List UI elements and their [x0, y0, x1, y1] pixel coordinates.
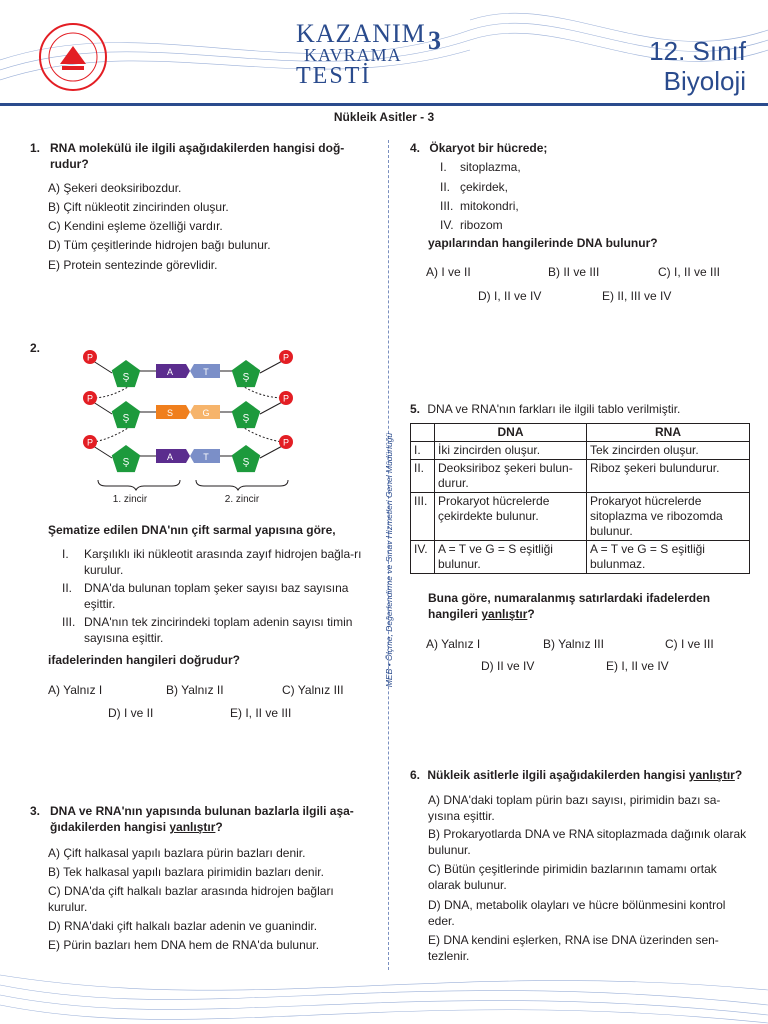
q3-option-d[interactable]: D) RNA'daki çift halkalı bazlar adenin ve guanindir.: [48, 919, 318, 933]
q4-item-3-text: mitokondri,: [460, 199, 519, 213]
q2-option-b[interactable]: B) Yalnız II: [166, 683, 224, 697]
q2-item-2-text: DNA'da bulunan toplam şeker sayısı baz sayısına eşittir.: [84, 581, 349, 611]
q5-question-underlined: yanlıştır: [481, 607, 528, 621]
header-divider: [0, 103, 768, 106]
q4-item-3: [440, 198, 519, 214]
q2-item-1: [62, 546, 372, 578]
q2-item-1-num: I.: [62, 547, 69, 561]
q4-number: 4.: [410, 141, 421, 155]
table-cell: II.: [411, 460, 435, 493]
phosphate-label: P: [86, 352, 94, 363]
chain1-label: 1. zincir: [112, 494, 148, 505]
logo-number: 3: [428, 26, 441, 55]
q1-option-c[interactable]: C) Kendini eşleme özelliği vardır.: [48, 219, 223, 233]
q2-option-e[interactable]: E) I, II ve III: [230, 706, 292, 720]
q2-question: ifadelerinden hangileri doğrudur?: [48, 653, 241, 667]
base-right-label: T: [203, 367, 209, 377]
grade-label: 12. Sınıf: [649, 36, 746, 66]
q4-option-a[interactable]: A) I ve II: [426, 265, 471, 279]
q4-item-3-num: III.: [440, 199, 454, 213]
q6-stem-end: ?: [734, 768, 743, 782]
chain1-brace: [98, 480, 180, 490]
q5-option-d[interactable]: D) II ve IV: [481, 659, 535, 673]
q4-item-1-text: sitoplazma,: [460, 160, 521, 174]
phosphate-label: P: [282, 352, 290, 363]
table-header-cell: [411, 424, 435, 442]
q5-number: 5.: [410, 402, 421, 416]
q5-question-text: Buna göre, numaralanmış satırlardaki ifadelerden hangileri: [428, 591, 711, 621]
table-cell: Prokaryot hücrelerde sitoplazma ve ribozomda bulunur.: [587, 493, 750, 541]
table-header-row: [411, 424, 750, 442]
q4-item-1: [440, 159, 521, 175]
q5-question: [428, 590, 750, 622]
q5-option-c[interactable]: C) I ve III: [665, 637, 714, 651]
base-left-label: S: [166, 408, 174, 418]
q3-option-c[interactable]: C) DNA'da çift halkalı bazlar arasında hidrojen bağları kurulur.: [48, 884, 334, 914]
q3-stem: [50, 803, 370, 835]
footer-decoration: [0, 965, 768, 1024]
q6-stem-underlined: yanlıştır: [688, 768, 735, 782]
sugar-label: Ş: [122, 413, 130, 424]
page-title: Nükleik Asitler - 3: [333, 110, 435, 124]
table-cell: IV.: [411, 541, 435, 574]
sugar-label: Ş: [242, 372, 250, 383]
q2-option-a[interactable]: A) Yalnız I: [48, 683, 103, 697]
q4-item-1-num: I.: [440, 160, 447, 174]
dna-diagram: [78, 344, 298, 510]
q6-option-d[interactable]: D) DNA, metabolik olayları ve hücre bölünmesini kontrol eder.: [428, 898, 726, 928]
sugar-label: Ş: [122, 457, 130, 468]
phosphate-label: P: [282, 393, 290, 404]
table-row: [411, 541, 750, 574]
q1-number: 1.: [30, 141, 41, 155]
q4-item-4-text: ribozom: [460, 218, 503, 232]
table-cell: İki zincirden oluşur.: [435, 442, 587, 460]
q3-stem-block: [30, 803, 370, 835]
q4-option-e[interactable]: E) II, III ve IV: [602, 289, 672, 303]
q6-option-a[interactable]: A) DNA'daki toplam pürin bazı sayısı, pirimidin bazı sa-yısına eşittir.: [428, 793, 721, 823]
q5-option-e[interactable]: E) I, II ve IV: [606, 659, 669, 673]
sidebar-caption: MEB • Ölçme, Değerlendirme ve Sınav Hizmetleri Genel Müdürlüğü: [384, 432, 394, 688]
phosphate-label: P: [86, 393, 94, 404]
q4-option-c[interactable]: C) I, II ve III: [658, 265, 721, 279]
q6-option-b[interactable]: B) Prokaryotlarda DNA ve RNA sitoplazmada dağınık olarak bulunur.: [428, 827, 747, 857]
logo-line3: TESTİ: [296, 63, 372, 89]
table-cell: Deoksiriboz şekeri bulun-durur.: [435, 460, 587, 493]
subject-label: Biyoloji: [663, 66, 746, 96]
q1-stem-block: [30, 140, 370, 172]
phosphate-label: P: [282, 437, 290, 448]
q1-option-e[interactable]: E) Protein sentezinde görevlidir.: [48, 258, 218, 272]
table-row: [411, 460, 750, 493]
q3-number: 3.: [30, 804, 41, 818]
q2-item-3-text: DNA'nın tek zincirindeki toplam adenin sayısı timin sayısına eşittir.: [84, 615, 353, 645]
q4-item-2-text: çekirdek,: [460, 180, 509, 194]
sugar-label: Ş: [122, 372, 130, 383]
base-right-label: G: [202, 408, 210, 418]
q4-item-4-num: IV.: [440, 218, 454, 232]
q3-stem-underlined: yanlıştır: [169, 820, 216, 834]
phosphate-label: P: [86, 437, 94, 448]
q3-option-e[interactable]: E) Pürin bazları hem DNA hem de RNA'da bulunur.: [48, 938, 320, 952]
table-cell: A = T ve G = S eşitliği bulunur.: [435, 541, 587, 574]
q3-option-a[interactable]: A) Çift halkasal yapılı bazlara pürin bazları denir.: [48, 846, 306, 860]
q3-stem-text: DNA ve RNA'nın yapısında bulunan bazlarla ilgili aşa-ğıdakilerden hangisi: [50, 804, 354, 834]
q6-stem-block: [410, 767, 742, 783]
table-header-cell: DNA: [435, 424, 587, 442]
q2-item-3: [62, 614, 372, 646]
table-cell: A = T ve G = S eşitliği bulunmaz.: [587, 541, 750, 574]
q1-stem: RNA molekülü ile ilgili aşağıdakilerden hangisi doğ-rudur?: [50, 141, 345, 171]
table-header-cell: RNA: [587, 424, 750, 442]
q2-item-3-num: III.: [62, 615, 76, 629]
table-cell: III.: [411, 493, 435, 541]
q4-stem: Ökaryot bir hücrede;: [429, 141, 548, 155]
q5-option-a[interactable]: A) Yalnız I: [426, 637, 481, 651]
table-cell: I.: [411, 442, 435, 460]
q1-option-d[interactable]: D) Tüm çeşitlerinde hidrojen bağı bulunur.: [48, 238, 271, 252]
q2-item-2: [62, 580, 372, 612]
table-row: [411, 442, 750, 460]
table-row: [411, 493, 750, 541]
base-left-label: A: [166, 452, 174, 462]
grade-subject: [649, 36, 746, 96]
base-left-label: A: [166, 367, 174, 377]
table-cell: Tek zincirden oluşur.: [587, 442, 750, 460]
q5-stem-block: [410, 401, 680, 417]
q4-item-2-num: II.: [440, 180, 451, 194]
q4-stem-block: [410, 140, 547, 156]
q1-option-a[interactable]: A) Şekeri deoksiribozdur.: [48, 181, 182, 195]
q6-stem-text: Nükleik asitlerle ilgili aşağıdakilerden hangisi: [427, 768, 689, 782]
q6-option-e[interactable]: E) DNA kendini eşlerken, RNA ise DNA üzerinden sen-tezlenir.: [428, 933, 719, 963]
dna-rna-table: [410, 423, 750, 574]
meb-emblem: [38, 22, 108, 92]
logo-line2: KAVRAMA: [304, 45, 402, 65]
q5-stem: DNA ve RNA'nın farkları ile ilgili tablo verilmiştir.: [427, 402, 681, 416]
q6-number: 6.: [410, 768, 421, 782]
q4-option-b[interactable]: B) II ve III: [548, 265, 600, 279]
q5-question-end: ?: [527, 607, 535, 621]
test-logo: [296, 19, 426, 89]
q2-stem: Şematize edilen DNA'nın çift sarmal yapısına göre,: [48, 523, 336, 537]
q2-number: 2.: [30, 341, 41, 355]
q2-item-2-num: II.: [62, 581, 73, 595]
q5-option-b[interactable]: B) Yalnız III: [543, 637, 604, 651]
sugar-label: Ş: [242, 457, 250, 468]
chain2-label: 2. zincir: [224, 494, 260, 505]
chain2-brace: [196, 480, 288, 490]
q4-item-4: [440, 217, 503, 233]
base-right-label: T: [203, 452, 209, 462]
sugar-label: Ş: [242, 413, 250, 424]
q1-option-b[interactable]: B) Çift nükleotit zincirinden oluşur.: [48, 200, 229, 214]
q6-stem: [427, 768, 742, 782]
table-cell: Prokaryot hücrelerde çekirdekte bulunur.: [435, 493, 587, 541]
q3-stem-end: ?: [215, 820, 223, 834]
q2-option-c[interactable]: C) Yalnız III: [282, 683, 344, 697]
q3-option-b[interactable]: B) Tek halkasal yapılı bazlara pirimidin bazları denir.: [48, 865, 324, 879]
logo-line1: KAZANIM: [296, 19, 426, 48]
q4-item-2: [440, 179, 508, 195]
q2-option-d[interactable]: D) I ve II: [108, 706, 154, 720]
q2-item-1-text: Karşılıklı iki nükleotit arasında zayıf hidrojen bağla-rı kurulur.: [84, 547, 362, 577]
q6-option-c[interactable]: C) Bütün çeşitlerinde pirimidin bazlarının tamamı ortak olarak bulunur.: [428, 862, 717, 892]
q4-question: yapılarından hangilerinde DNA bulunur?: [428, 236, 658, 250]
q4-option-d[interactable]: D) I, II ve IV: [478, 289, 542, 303]
table-cell: Riboz şekeri bulundurur.: [587, 460, 750, 493]
